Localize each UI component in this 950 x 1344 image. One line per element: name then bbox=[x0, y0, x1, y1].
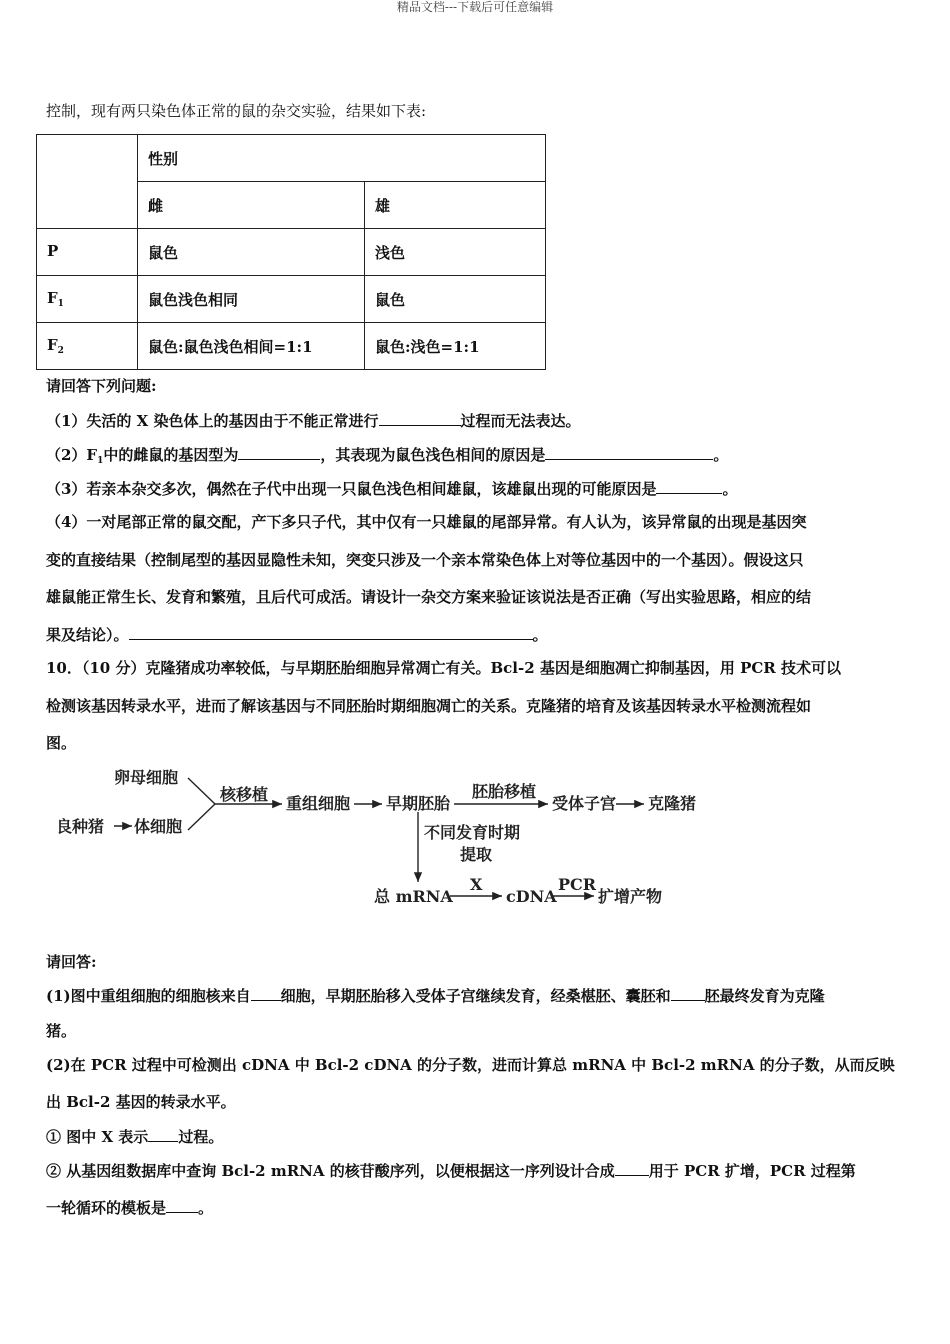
q10-line-1: 10．（10 分）克隆猪成功率较低，与早期胚胎细胞异常凋亡有关。Bcl-2 基因是细胞凋亡抑制基因，用 PCR 技术可以 bbox=[46, 659, 841, 677]
q10-sub-4-line-2 bbox=[46, 1197, 213, 1218]
answer-blank bbox=[379, 410, 461, 426]
s1-text-a: (1)图中重组细胞的细胞核来自 bbox=[46, 987, 251, 1005]
q3-text-a: （3）若亲本杂交多次，偶然在子代中出现一只鼠色浅色相间雄鼠，该雄鼠出现的可能原因是 bbox=[46, 480, 657, 498]
q10-sub-3 bbox=[46, 1126, 223, 1147]
q2-text-d: 。 bbox=[713, 446, 729, 464]
q10-sub-2-line-1: (2)在 PCR 过程中可检测出 cDNA 中 Bcl-2 cDNA 的分子数，进而计算总 mRNA 中 Bcl-2 mRNA 的分子数，从而反映 bbox=[46, 1056, 895, 1074]
q1-text-a: （1）失活的 X 染色体上的基因由于不能正常进行 bbox=[46, 412, 379, 430]
amplified-product-label: 扩增产物 bbox=[598, 887, 663, 906]
early-embryo-label: 早期胚胎 bbox=[386, 794, 451, 813]
q4-text-b: 。 bbox=[532, 626, 548, 644]
generation-label: P bbox=[47, 242, 59, 260]
female-header-cell: 雌 bbox=[138, 182, 365, 229]
generation-subscript: 2 bbox=[57, 346, 64, 356]
table-row bbox=[37, 229, 546, 276]
answer-blank bbox=[166, 1197, 198, 1213]
q10-line-2: 检测该基因转录水平，进而了解该基因与不同胚胎时期细胞凋亡的关系。克隆猪的培育及该基因转录水平检测流程如 bbox=[46, 697, 812, 715]
s4-text-c: 一轮循环的模板是 bbox=[46, 1199, 167, 1217]
q9-question-4-line-1: （4）一对尾部正常的鼠交配，产下多只子代，其中仅有一只雄鼠的尾部异常。有人认为，该异常鼠的出现是基因突 bbox=[46, 513, 807, 531]
q9-prompt: 请回答下列问题: bbox=[46, 377, 157, 395]
male-header-cell: 雄 bbox=[365, 182, 546, 229]
stage-label-2: 提取 bbox=[460, 845, 493, 864]
male-value-cell: 浅色 bbox=[365, 229, 546, 276]
q9-question-4-line-2: 变的直接结果（控制尾型的基因显隐性未知，突变只涉及一个亲本常染色体上对等位基因中的一个基因）。假设这只 bbox=[46, 551, 804, 569]
q2-subscript: 1 bbox=[97, 456, 104, 466]
table-row bbox=[37, 276, 546, 323]
cdna-label: cDNA bbox=[506, 887, 557, 906]
q9-question-1 bbox=[46, 410, 581, 431]
recombinant-cell-label: 重组细胞 bbox=[286, 794, 351, 813]
generation-label: F bbox=[47, 336, 58, 354]
s4-text-d: 。 bbox=[198, 1199, 214, 1217]
q10-prompt: 请回答: bbox=[46, 953, 97, 971]
answer-blank bbox=[251, 985, 281, 1001]
q10-sub-2-line-2: 出 Bcl-2 基因的转录水平。 bbox=[46, 1093, 236, 1111]
stage-label-1: 不同发育时期 bbox=[424, 823, 521, 842]
female-value-cell: 鼠色 bbox=[138, 229, 365, 276]
page-header: 精品文档---下载后可任意编辑 bbox=[396, 0, 554, 14]
male-value-cell: 鼠色:浅色=1:1 bbox=[365, 323, 546, 370]
s4-text-b: 用于 PCR 扩增，PCR 过程第 bbox=[648, 1162, 856, 1180]
q2-text-a: （2）F bbox=[46, 446, 98, 464]
egg-cell-label: 卵母细胞 bbox=[114, 768, 179, 787]
s3-text-b: 过程。 bbox=[178, 1128, 224, 1146]
table-row bbox=[37, 323, 546, 370]
answer-blank bbox=[671, 985, 705, 1001]
q9-question-3 bbox=[46, 478, 737, 499]
generation-subscript: 1 bbox=[57, 299, 64, 309]
answer-blank bbox=[148, 1126, 178, 1142]
female-value-cell: 鼠色浅色相同 bbox=[138, 276, 365, 323]
generation-cell bbox=[37, 323, 138, 370]
cross-result-table bbox=[36, 134, 546, 370]
cloned-pig-label: 克隆猪 bbox=[648, 794, 697, 813]
q10-sub-1-line-2: 猪。 bbox=[46, 1022, 77, 1040]
cloning-flow-diagram bbox=[40, 760, 700, 920]
female-value-cell: 鼠色:鼠色浅色相间=1:1 bbox=[138, 323, 365, 370]
bracket-from-somatic bbox=[188, 804, 215, 830]
pcr-label: PCR bbox=[558, 875, 597, 894]
q10-sub-1-line-1 bbox=[46, 985, 825, 1006]
q3-text-b: 。 bbox=[722, 480, 738, 498]
answer-blank bbox=[238, 444, 320, 460]
x-process-label: X bbox=[470, 875, 483, 894]
table-row bbox=[37, 135, 546, 182]
answer-blank bbox=[129, 624, 533, 640]
s3-text-a: ① 图中 X 表示 bbox=[46, 1128, 149, 1146]
recipient-uterus-label: 受体子宫 bbox=[552, 794, 617, 813]
q10-sub-4-line-1 bbox=[46, 1160, 856, 1181]
intro-text: 控制，现有两只染色体正常的鼠的杂交实验，结果如下表: bbox=[46, 102, 427, 120]
q9-question-2 bbox=[46, 444, 728, 471]
q1-text-b: 过程而无法表达。 bbox=[460, 412, 581, 430]
somatic-cell-label: 体细胞 bbox=[134, 817, 183, 836]
embryo-transfer-label: 胚胎移植 bbox=[472, 782, 537, 801]
table-corner-cell bbox=[37, 135, 138, 229]
s1-text-c: 胚最终发育为克隆 bbox=[704, 987, 825, 1005]
answer-blank bbox=[545, 444, 713, 460]
breed-pig-label: 良种猪 bbox=[56, 817, 105, 836]
gender-header-cell: 性别 bbox=[138, 135, 546, 182]
q10-line-3: 图。 bbox=[46, 734, 77, 752]
bracket-from-egg bbox=[188, 778, 215, 804]
q4-text-a: 果及结论）。 bbox=[46, 626, 129, 644]
male-value-cell: 鼠色 bbox=[365, 276, 546, 323]
q2-text-b: 中的雌鼠的基因型为 bbox=[103, 446, 239, 464]
total-mrna-label: 总 mRNA bbox=[374, 887, 453, 906]
generation-cell bbox=[37, 276, 138, 323]
nuclear-transfer-label: 核移植 bbox=[220, 785, 269, 804]
answer-blank bbox=[656, 478, 722, 494]
q9-question-4-line-4 bbox=[46, 624, 548, 645]
answer-blank bbox=[615, 1160, 649, 1176]
generation-cell bbox=[37, 229, 138, 276]
s1-text-b: 细胞，早期胚胎移入受体子宫继续发育，经桑椹胚、囊胚和 bbox=[280, 987, 671, 1005]
generation-label: F bbox=[47, 289, 58, 307]
q2-text-c: ，其表现为鼠色浅色相间的原因是 bbox=[320, 446, 546, 464]
s4-text-a: ② 从基因组数据库中查询 Bcl-2 mRNA 的核苷酸序列，以便根据这一序列设计合成 bbox=[46, 1162, 615, 1180]
q9-question-4-line-3: 雄鼠能正常生长、发育和繁殖，且后代可成活。请设计一杂交方案来验证该说法是否正确（写出实验思路，相应的结 bbox=[46, 588, 812, 606]
